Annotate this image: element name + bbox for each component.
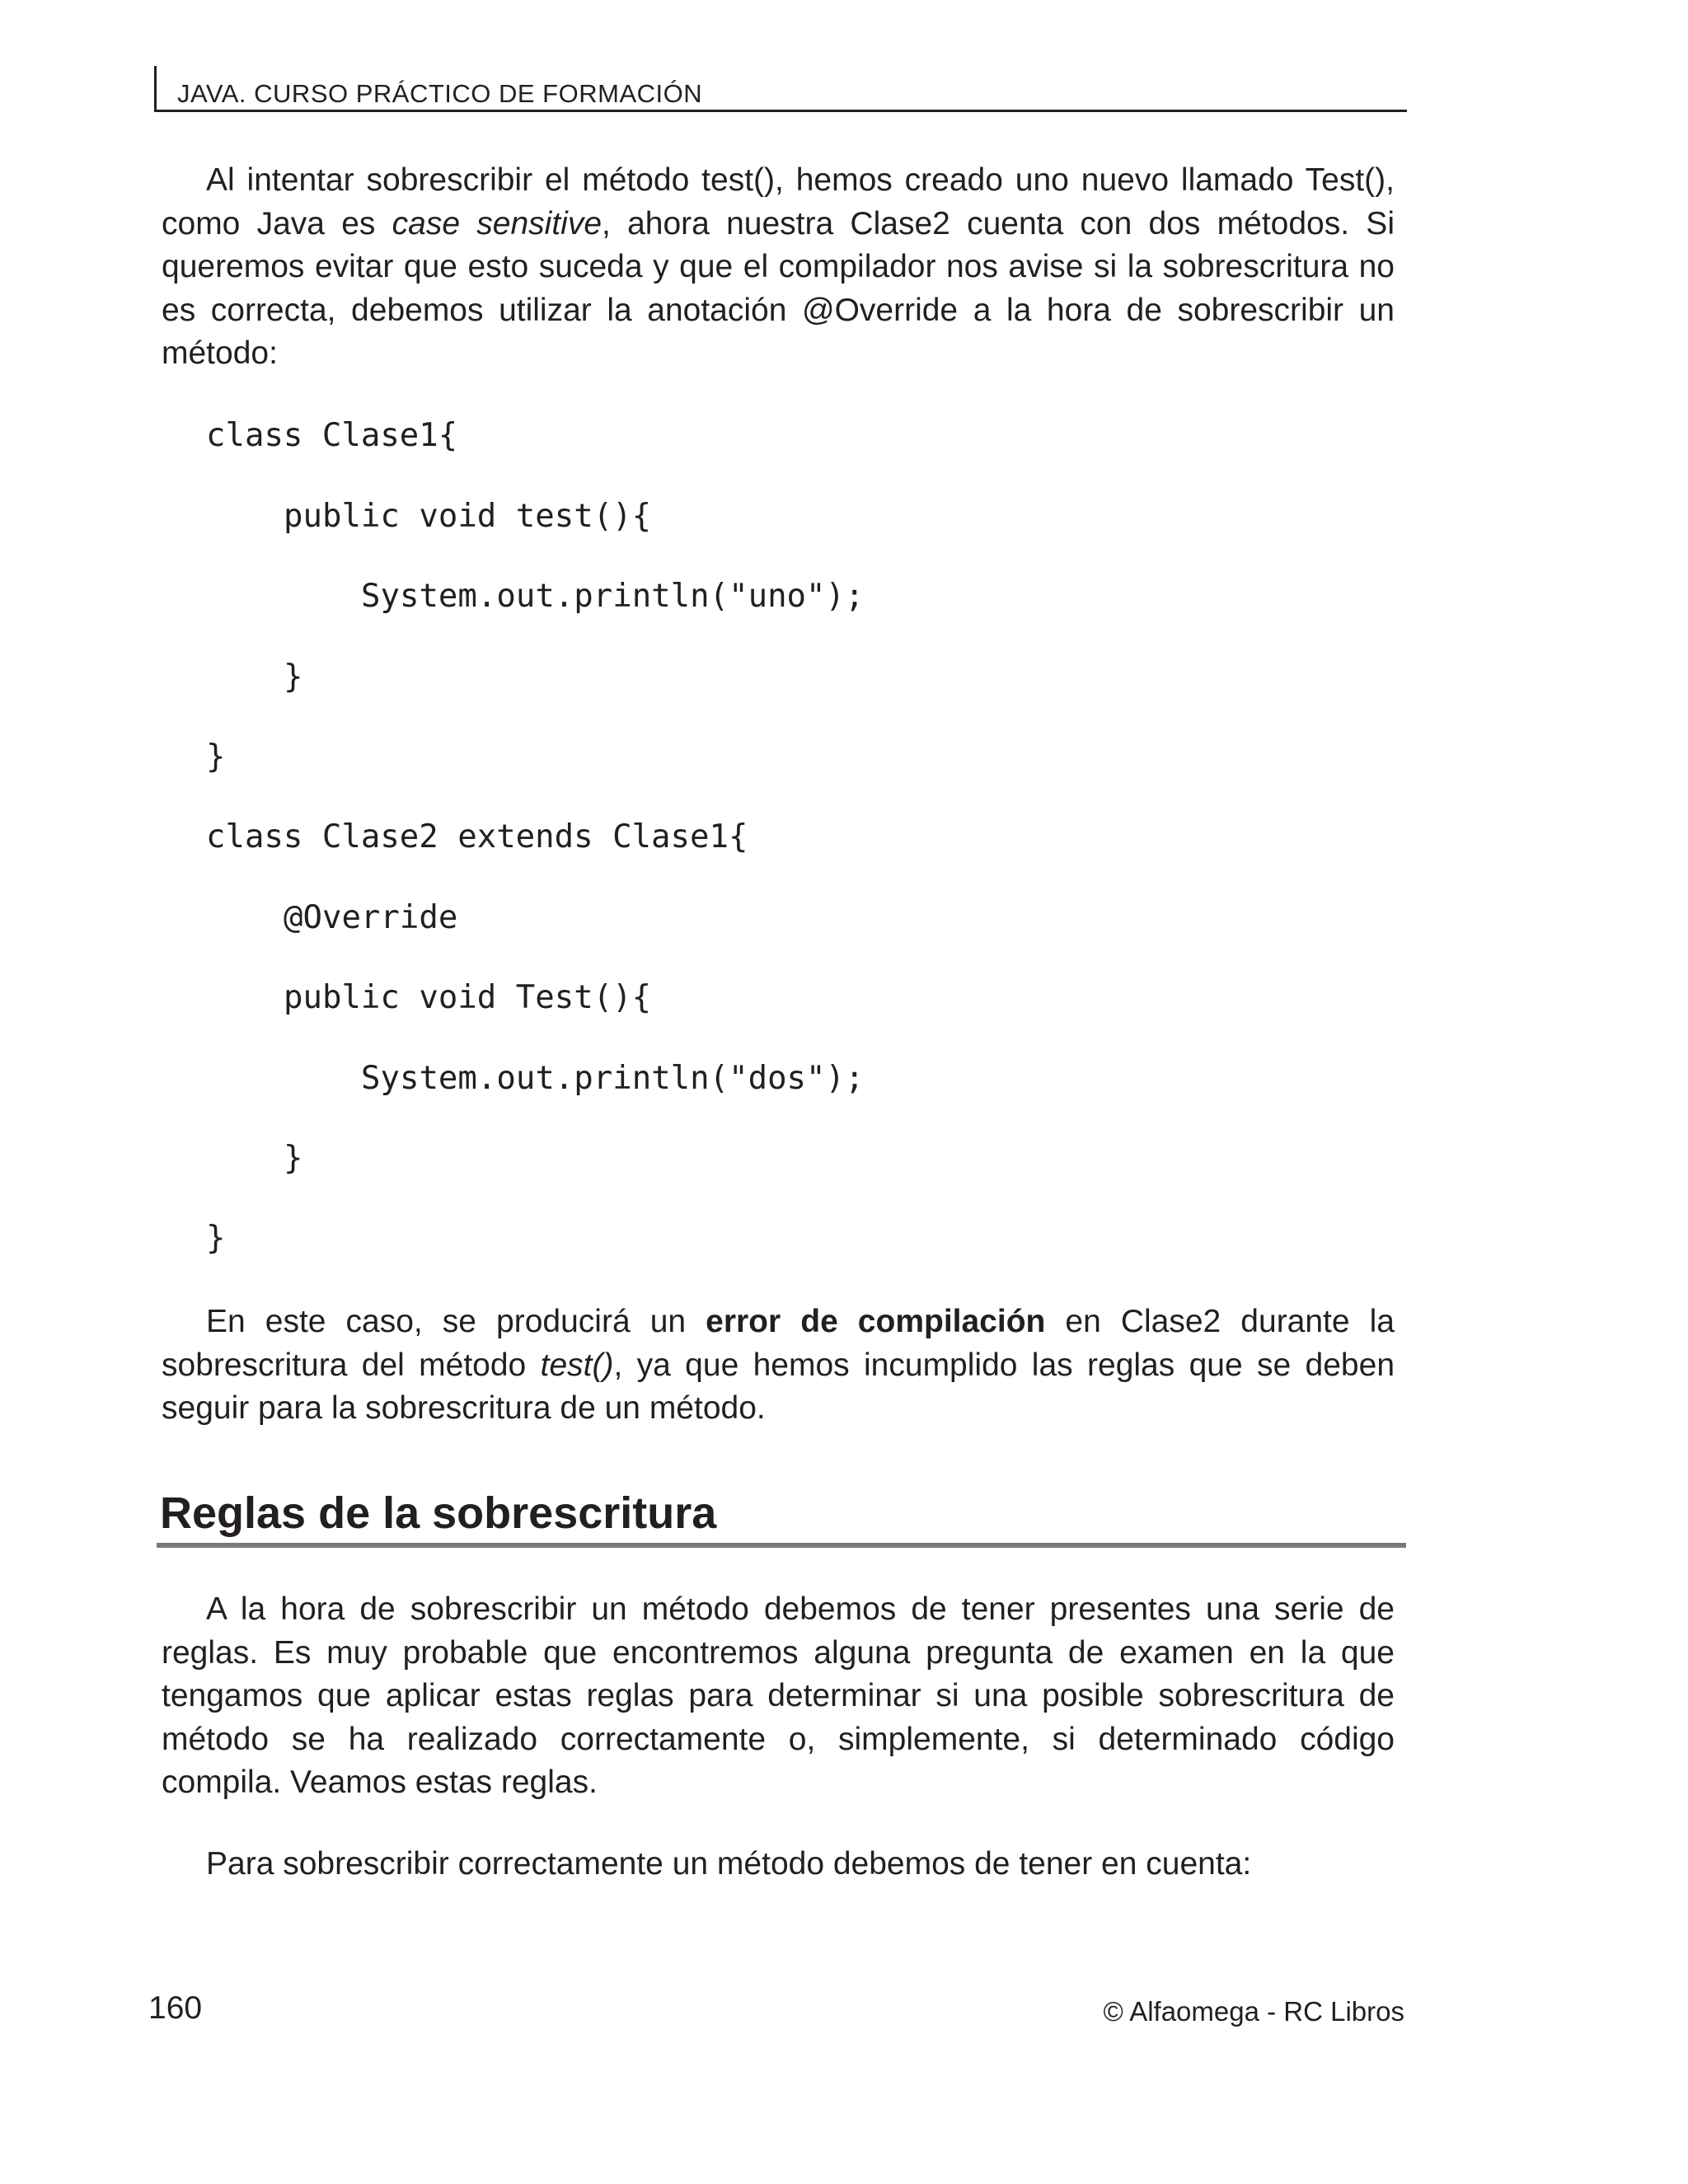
intro-text-2: , ahora nuestra Clase2 cuenta con dos métodos. Si queremos evitar que esto suceda y que el compilador nos avise si la sobrescritura no es correcta, debemos utilizar la anotación @Override a la hora de sobrescribir un método:: [162, 205, 1395, 371]
after-code-text-2: en Clase2 durante la sobrescritura del método: [162, 1304, 1395, 1383]
code-line: class Clase2 extends Clase1{: [206, 818, 748, 855]
intro-paragraph: [162, 159, 1395, 376]
code-line: }: [206, 1220, 226, 1257]
compile-error-paragraph: [162, 1301, 1395, 1431]
intro-text-1: Al intentar sobrescribir el método test(), hemos creado uno nuevo llamado Test(), como Java es: [162, 162, 1395, 241]
code-line: public void test(){: [284, 498, 652, 535]
code-line: }: [284, 658, 303, 696]
intro-emphasis: case sensitive: [392, 205, 603, 241]
running-header-title: JAVA. CURSO PRÁCTICO DE FORMACIÓN: [177, 79, 703, 108]
copyright-notice: © Alfaomega - RC Libros: [1103, 1996, 1404, 2027]
after-code-text-1: En este caso, se producirá un: [206, 1304, 706, 1339]
rules-lead-paragraph: Para sobrescribir correctamente un método debemos de tener en cuenta:: [206, 1846, 1252, 1882]
code-line: public void Test(){: [284, 979, 652, 1016]
code-line: }: [284, 1140, 303, 1177]
rules-intro-paragraph: A la hora de sobrescribir un método debemos de tener presentes una serie de reglas. Es muy probable que encontremos alguna pregunta de examen en la que tengamos que aplicar estas reglas para determinar si una posible sobrescritura de método se ha realizado correctamente o, simplemente, si determinado código compila. Veamos estas reglas.: [162, 1591, 1395, 1800]
section-divider: [157, 1543, 1406, 1548]
code-line: System.out.println("dos");: [361, 1060, 865, 1097]
code-line: System.out.println("uno");: [361, 578, 865, 615]
after-code-bold: error de compilación: [706, 1304, 1046, 1339]
code-line: @Override: [284, 899, 458, 936]
after-code-italic: test(): [540, 1347, 614, 1383]
section-title: Reglas de la sobrescritura: [160, 1488, 717, 1538]
after-code-text-3: , ya que hemos incumplido las reglas que se deben seguir para la sobrescritura de un método.: [162, 1347, 1395, 1426]
page-number: 160: [148, 1990, 203, 2026]
code-line: class Clase1{: [206, 417, 458, 454]
code-line: }: [206, 738, 226, 776]
running-header: [154, 66, 1407, 112]
